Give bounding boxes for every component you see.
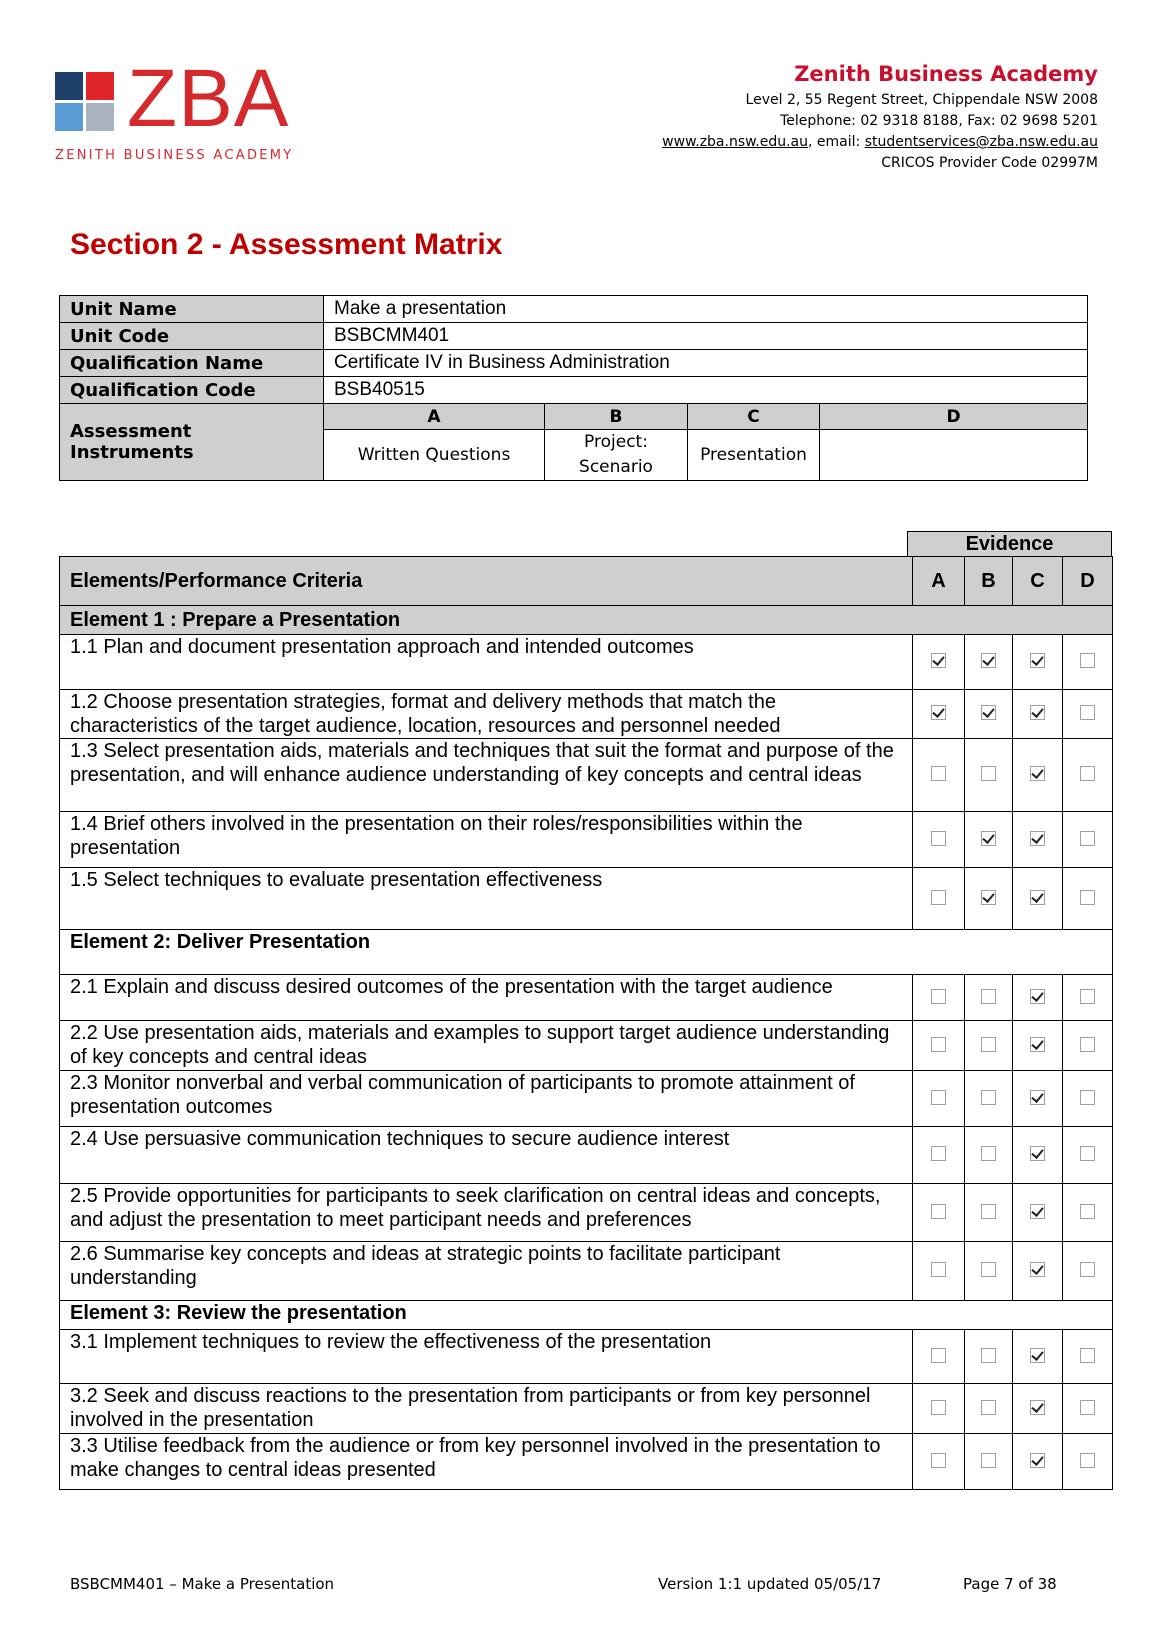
criterion-text: 1.1 Plan and document presentation approach and intended outcomes xyxy=(60,635,913,690)
unchecked-checkbox-icon[interactable] xyxy=(931,1090,946,1105)
criterion-row xyxy=(60,1242,1113,1301)
criterion-row xyxy=(60,739,1113,812)
instrument-project-line1: Project: xyxy=(584,432,648,452)
evidence-cell-c xyxy=(1013,1184,1063,1242)
logo-square-navy xyxy=(55,72,83,100)
unchecked-checkbox-icon[interactable] xyxy=(981,1453,996,1468)
unchecked-checkbox-icon[interactable] xyxy=(1080,1400,1095,1415)
instrument-letter-c: C xyxy=(688,404,820,430)
instrument-written-questions: Written Questions xyxy=(324,430,545,481)
unchecked-checkbox-icon[interactable] xyxy=(931,831,946,846)
evidence-cell-a xyxy=(913,975,965,1021)
column-b-header: B xyxy=(965,557,1013,606)
unchecked-checkbox-icon[interactable] xyxy=(931,1204,946,1219)
unchecked-checkbox-icon[interactable] xyxy=(1080,890,1095,905)
evidence-cell-a xyxy=(913,1330,965,1384)
evidence-cell-d xyxy=(1063,739,1113,812)
unchecked-checkbox-icon[interactable] xyxy=(931,1400,946,1415)
checked-checkbox-icon[interactable] xyxy=(931,653,946,668)
criterion-text: 2.2 Use presentation aids, materials and examples to support target audience understanding of key concepts and central ideas xyxy=(60,1021,913,1071)
checked-checkbox-icon[interactable] xyxy=(1030,1090,1045,1105)
evidence-cell-d xyxy=(1063,1242,1113,1301)
evidence-cell-a xyxy=(913,635,965,690)
checked-checkbox-icon[interactable] xyxy=(1030,1400,1045,1415)
organisation-name: Zenith Business Academy xyxy=(794,62,1098,86)
unchecked-checkbox-icon[interactable] xyxy=(981,766,996,781)
unchecked-checkbox-icon[interactable] xyxy=(981,1204,996,1219)
unchecked-checkbox-icon[interactable] xyxy=(931,1146,946,1161)
unchecked-checkbox-icon[interactable] xyxy=(1080,1090,1095,1105)
evidence-cell-b xyxy=(965,1384,1013,1434)
unchecked-checkbox-icon[interactable] xyxy=(931,1262,946,1277)
criterion-row xyxy=(60,1021,1113,1071)
criterion-text: 2.3 Monitor nonverbal and verbal communication of participants to promote attainment of presentation outcomes xyxy=(60,1071,913,1127)
organisation-details xyxy=(662,62,1098,174)
column-c-header: C xyxy=(1013,557,1063,606)
logo-square-red xyxy=(86,72,114,100)
evidence-cell-c xyxy=(1013,1021,1063,1071)
instrument-presentation: Presentation xyxy=(688,430,820,481)
evidence-cell-c xyxy=(1013,812,1063,868)
evidence-cell-d xyxy=(1063,1434,1113,1490)
checked-checkbox-icon[interactable] xyxy=(1030,1146,1045,1161)
checked-checkbox-icon[interactable] xyxy=(1030,1262,1045,1277)
unchecked-checkbox-icon[interactable] xyxy=(1080,766,1095,781)
column-a-header: A xyxy=(913,557,965,606)
email-prefix: , email: xyxy=(808,134,865,150)
organisation-telephone: Telephone: 02 9318 8188, Fax: 02 9698 5201 xyxy=(780,113,1098,129)
evidence-cell-b xyxy=(965,635,1013,690)
criterion-row xyxy=(60,1071,1113,1127)
organisation-address: Level 2, 55 Regent Street, Chippendale NSW 2008 xyxy=(745,92,1098,108)
footer-unit: BSBCMM401 – Make a Presentation xyxy=(70,1575,335,1593)
assessment-matrix-table xyxy=(59,556,1113,1490)
criterion-row xyxy=(60,690,1113,739)
logo-square-blue xyxy=(55,103,83,131)
unchecked-checkbox-icon[interactable] xyxy=(1080,653,1095,668)
evidence-cell-a xyxy=(913,1384,965,1434)
element-row xyxy=(60,1301,1113,1330)
logo-wordmark: ZBA xyxy=(127,53,290,144)
evidence-cell-b xyxy=(965,1184,1013,1242)
unit-details-table xyxy=(59,295,1088,481)
evidence-cell-a xyxy=(913,1071,965,1127)
checked-checkbox-icon[interactable] xyxy=(1030,989,1045,1004)
unit-name-label: Unit Name xyxy=(60,296,324,323)
unchecked-checkbox-icon[interactable] xyxy=(981,1037,996,1052)
evidence-cell-c xyxy=(1013,1127,1063,1184)
evidence-cell-b xyxy=(965,690,1013,739)
unit-row xyxy=(60,350,1088,377)
evidence-cell-a xyxy=(913,1242,965,1301)
instrument-project-line2: Scenario xyxy=(579,457,653,477)
criterion-text: 1.4 Brief others involved in the presentation on their roles/responsibilities within the presentation xyxy=(60,812,913,868)
footer-page-number: Page 7 of 38 xyxy=(963,1575,1057,1593)
criterion-text: 2.1 Explain and discuss desired outcomes of the presentation with the target audience xyxy=(60,975,913,1021)
qualification-name-value: Certificate IV in Business Administration xyxy=(324,350,1088,377)
checked-checkbox-icon[interactable] xyxy=(981,653,996,668)
email-link[interactable]: studentservices@zba.nsw.edu.au xyxy=(864,134,1098,150)
criterion-row xyxy=(60,1330,1113,1384)
criterion-row xyxy=(60,1127,1113,1184)
evidence-cell-c xyxy=(1013,1071,1063,1127)
unchecked-checkbox-icon[interactable] xyxy=(1080,989,1095,1004)
element-3-heading: Element 3: Review the presentation xyxy=(60,1301,1113,1330)
evidence-cell-a xyxy=(913,1184,965,1242)
matrix-header-row xyxy=(60,557,1113,606)
criterion-text: 3.3 Utilise feedback from the audience or from key personnel involved in the presentation to make changes to central ideas presented xyxy=(60,1434,913,1490)
checked-checkbox-icon[interactable] xyxy=(981,705,996,720)
unchecked-checkbox-icon[interactable] xyxy=(1080,831,1095,846)
evidence-cell-d xyxy=(1063,868,1113,930)
footer-version: Version 1:1 updated 05/05/17 xyxy=(658,1575,882,1593)
unchecked-checkbox-icon[interactable] xyxy=(931,1453,946,1468)
evidence-cell-c xyxy=(1013,1330,1063,1384)
unit-row xyxy=(60,323,1088,350)
cricos-code: CRICOS Provider Code 02997M xyxy=(881,155,1098,171)
criterion-row xyxy=(60,812,1113,868)
element-row xyxy=(60,930,1113,975)
unchecked-checkbox-icon[interactable] xyxy=(1080,1204,1095,1219)
criterion-text: 2.6 Summarise key concepts and ideas at strategic points to facilitate participant understanding xyxy=(60,1242,913,1301)
qualification-code-label: Qualification Code xyxy=(60,377,324,404)
checked-checkbox-icon[interactable] xyxy=(1030,1348,1045,1363)
evidence-cell-c xyxy=(1013,975,1063,1021)
evidence-cell-d xyxy=(1063,1184,1113,1242)
zba-logo xyxy=(55,53,305,172)
unchecked-checkbox-icon[interactable] xyxy=(981,1348,996,1363)
evidence-cell-a xyxy=(913,812,965,868)
qualification-code-value: BSB40515 xyxy=(324,377,1088,404)
unchecked-checkbox-icon[interactable] xyxy=(981,1262,996,1277)
criterion-text: 1.2 Choose presentation strategies, format and delivery methods that match the characteristics of the target audience, location, resources and personnel needed xyxy=(60,690,913,739)
criterion-row xyxy=(60,975,1113,1021)
checked-checkbox-icon[interactable] xyxy=(981,890,996,905)
instrument-empty xyxy=(820,430,1088,481)
checked-checkbox-icon[interactable] xyxy=(1030,766,1045,781)
evidence-cell-b xyxy=(965,1434,1013,1490)
evidence-cell-c xyxy=(1013,1434,1063,1490)
evidence-cell-d xyxy=(1063,1330,1113,1384)
checked-checkbox-icon[interactable] xyxy=(1030,831,1045,846)
unchecked-checkbox-icon[interactable] xyxy=(981,1400,996,1415)
unchecked-checkbox-icon[interactable] xyxy=(1080,1037,1095,1052)
column-d-header: D xyxy=(1063,557,1113,606)
criterion-text: 3.1 Implement techniques to review the effectiveness of the presentation xyxy=(60,1330,913,1384)
element-2-heading: Element 2: Deliver Presentation xyxy=(60,930,1113,975)
unchecked-checkbox-icon[interactable] xyxy=(1080,1146,1095,1161)
website-link[interactable]: www.zba.nsw.edu.au xyxy=(662,134,809,150)
criteria-header: Elements/Performance Criteria xyxy=(60,557,913,606)
unchecked-checkbox-icon[interactable] xyxy=(981,989,996,1004)
unchecked-checkbox-icon[interactable] xyxy=(931,1348,946,1363)
checked-checkbox-icon[interactable] xyxy=(931,705,946,720)
unit-name-value: Make a presentation xyxy=(324,296,1088,323)
checked-checkbox-icon[interactable] xyxy=(981,831,996,846)
evidence-cell-b xyxy=(965,1021,1013,1071)
evidence-cell-a xyxy=(913,868,965,930)
criterion-row xyxy=(60,1384,1113,1434)
checked-checkbox-icon[interactable] xyxy=(1030,705,1045,720)
logo-tagline: ZENITH BUSINESS ACADEMY xyxy=(55,148,294,163)
criterion-text: 2.4 Use persuasive communication techniques to secure audience interest xyxy=(60,1127,913,1184)
unchecked-checkbox-icon[interactable] xyxy=(931,1037,946,1052)
unchecked-checkbox-icon[interactable] xyxy=(931,989,946,1004)
evidence-cell-c xyxy=(1013,868,1063,930)
logo-square-grey xyxy=(86,103,114,131)
section-title: Section 2 - Assessment Matrix xyxy=(70,228,503,261)
unchecked-checkbox-icon[interactable] xyxy=(1080,1453,1095,1468)
instrument-project-scenario xyxy=(545,430,688,481)
evidence-cell-b xyxy=(965,975,1013,1021)
unchecked-checkbox-icon[interactable] xyxy=(981,1090,996,1105)
evidence-cell-d xyxy=(1063,1127,1113,1184)
evidence-cell-a xyxy=(913,1127,965,1184)
unchecked-checkbox-icon[interactable] xyxy=(1080,1262,1095,1277)
evidence-cell-c xyxy=(1013,739,1063,812)
unit-code-value: BSBCMM401 xyxy=(324,323,1088,350)
qualification-name-label: Qualification Name xyxy=(60,350,324,377)
evidence-cell-b xyxy=(965,868,1013,930)
evidence-cell-c xyxy=(1013,1384,1063,1434)
evidence-cell-d xyxy=(1063,812,1113,868)
unchecked-checkbox-icon[interactable] xyxy=(931,766,946,781)
evidence-cell-a xyxy=(913,1434,965,1490)
evidence-header: Evidence xyxy=(907,531,1112,556)
unchecked-checkbox-icon[interactable] xyxy=(1080,1348,1095,1363)
unit-code-label: Unit Code xyxy=(60,323,324,350)
evidence-cell-b xyxy=(965,1242,1013,1301)
criterion-text: 1.3 Select presentation aids, materials and techniques that suit the format and purpose of the presentation, and will enhance audience understanding of key concepts and central ideas xyxy=(60,739,913,812)
criterion-row xyxy=(60,1184,1113,1242)
criterion-row xyxy=(60,868,1113,930)
checked-checkbox-icon[interactable] xyxy=(1030,1037,1045,1052)
instrument-letter-d: D xyxy=(820,404,1088,430)
evidence-cell-a xyxy=(913,1021,965,1071)
evidence-cell-d xyxy=(1063,690,1113,739)
element-row xyxy=(60,606,1113,635)
criterion-text: 2.5 Provide opportunities for participants to seek clarification on central ideas and concepts, and adjust the presentation to meet participant needs and preferences xyxy=(60,1184,913,1242)
evidence-cell-b xyxy=(965,812,1013,868)
evidence-cell-c xyxy=(1013,635,1063,690)
evidence-cell-c xyxy=(1013,690,1063,739)
evidence-cell-b xyxy=(965,1071,1013,1127)
instrument-letter-a: A xyxy=(324,404,545,430)
organisation-contact xyxy=(662,132,1098,153)
criterion-row xyxy=(60,635,1113,690)
unchecked-checkbox-icon[interactable] xyxy=(931,890,946,905)
assessment-instruments-label: Assessment Instruments xyxy=(60,404,324,481)
evidence-cell-b xyxy=(965,739,1013,812)
unchecked-checkbox-icon[interactable] xyxy=(981,1146,996,1161)
evidence-cell-d xyxy=(1063,1021,1113,1071)
instruments-letter-row xyxy=(60,404,1088,430)
evidence-cell-b xyxy=(965,1330,1013,1384)
checked-checkbox-icon[interactable] xyxy=(1030,653,1045,668)
evidence-cell-a xyxy=(913,690,965,739)
checked-checkbox-icon[interactable] xyxy=(1030,1453,1045,1468)
evidence-cell-d xyxy=(1063,975,1113,1021)
unit-row xyxy=(60,296,1088,323)
criterion-text: 1.5 Select techniques to evaluate presentation effectiveness xyxy=(60,868,913,930)
evidence-cell-b xyxy=(965,1127,1013,1184)
unit-row xyxy=(60,377,1088,404)
instrument-letter-b: B xyxy=(545,404,688,430)
element-1-heading: Element 1 : Prepare a Presentation xyxy=(60,606,1113,635)
criterion-text: 3.2 Seek and discuss reactions to the presentation from participants or from key personnel involved in the presentation xyxy=(60,1384,913,1434)
unchecked-checkbox-icon[interactable] xyxy=(1080,705,1095,720)
criterion-row xyxy=(60,1434,1113,1490)
evidence-cell-d xyxy=(1063,1384,1113,1434)
evidence-cell-d xyxy=(1063,635,1113,690)
evidence-cell-c xyxy=(1013,1242,1063,1301)
checked-checkbox-icon[interactable] xyxy=(1030,1204,1045,1219)
checked-checkbox-icon[interactable] xyxy=(1030,890,1045,905)
evidence-cell-a xyxy=(913,739,965,812)
evidence-cell-d xyxy=(1063,1071,1113,1127)
